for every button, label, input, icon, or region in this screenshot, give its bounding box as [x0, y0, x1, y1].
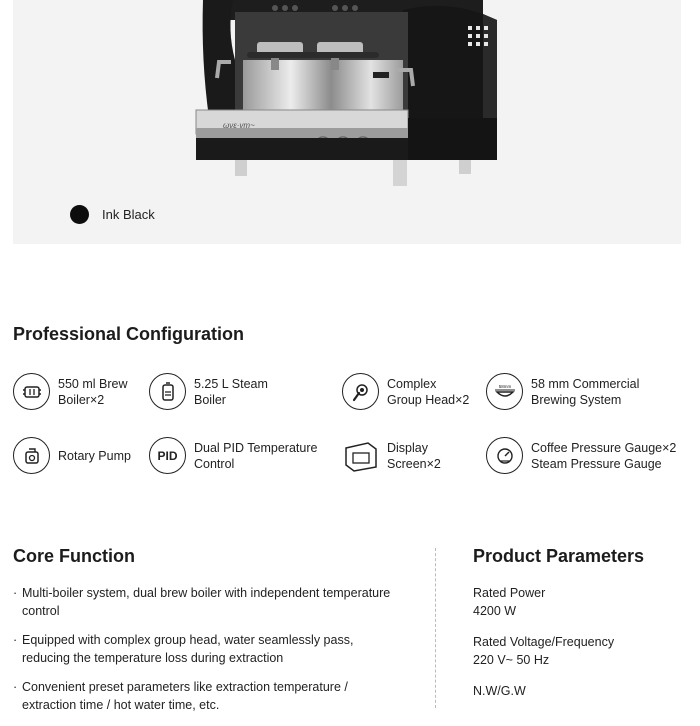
pid-icon: PID: [149, 437, 186, 474]
section-divider: [435, 548, 436, 708]
color-swatch[interactable]: [70, 205, 89, 224]
parameter-label: N.W/G.W: [473, 684, 526, 698]
feature-steam-boiler: [149, 373, 268, 410]
list-item: · Equipped with complex group head, water seamlessly pass, reducing the temperature loss during extraction: [13, 633, 354, 665]
parameter-item: [473, 683, 693, 701]
feature-display: [342, 437, 441, 474]
feature-rotary-pump: [13, 437, 131, 474]
rotary-pump-icon: [13, 437, 50, 474]
color-name: Ink Black: [102, 207, 155, 222]
feature-brew-boiler: [13, 373, 127, 410]
feature-label: 58 mm Commercial Brewing System: [531, 376, 640, 407]
feature-label: 550 ml Brew Boiler×2: [58, 376, 128, 407]
feature-label: Dual PID Temperature Control: [194, 440, 318, 471]
configuration-title: Professional Configuration: [13, 324, 245, 344]
parameter-item: [473, 634, 693, 669]
display-screen-icon: [342, 437, 379, 474]
feature-label: Display Screen×2: [387, 440, 441, 471]
parameter-label: Rated Voltage/Frequency: [473, 635, 615, 649]
svg-text:58mm: 58mm: [498, 383, 511, 389]
parameters-list: [473, 585, 693, 715]
parameter-item: [473, 585, 693, 620]
list-item: · Convenient preset parameters like extraction temperature / extraction time / hot water time, etc.: [13, 680, 348, 712]
feature-label: Rotary Pump: [58, 448, 131, 463]
core-function-list: [13, 585, 393, 726]
group-head-icon: [342, 373, 379, 410]
parameter-label: Rated Power: [473, 586, 546, 600]
svg-text:ωνε·vm~: ωνε·vm~: [223, 121, 255, 130]
product-hero: [13, 0, 681, 244]
parameter-value: 220 V~ 50 Hz: [473, 652, 550, 667]
feature-label: 5.25 L Steam Boiler: [194, 376, 268, 407]
parameter-value: 4200 W: [473, 603, 517, 618]
core-function-title: Core Function: [13, 546, 135, 566]
feature-group-head: [342, 373, 469, 410]
pressure-gauge-icon: [486, 437, 523, 474]
list-item: · Multi-boiler system, dual brew boiler with independent temperature control: [13, 586, 391, 618]
feature-label: Complex Group Head×2: [387, 376, 470, 407]
feature-gauges: [486, 437, 676, 474]
brew-boiler-icon: [13, 373, 50, 410]
portafilter-58mm-icon: [486, 373, 523, 410]
feature-brewing-system: [486, 373, 639, 410]
steam-boiler-icon: [149, 373, 186, 410]
product-parameters-title: Product Parameters: [473, 546, 645, 566]
feature-label: Coffee Pressure Gauge×2 Steam Pressure Gauge: [531, 440, 677, 471]
feature-pid: [149, 437, 317, 474]
